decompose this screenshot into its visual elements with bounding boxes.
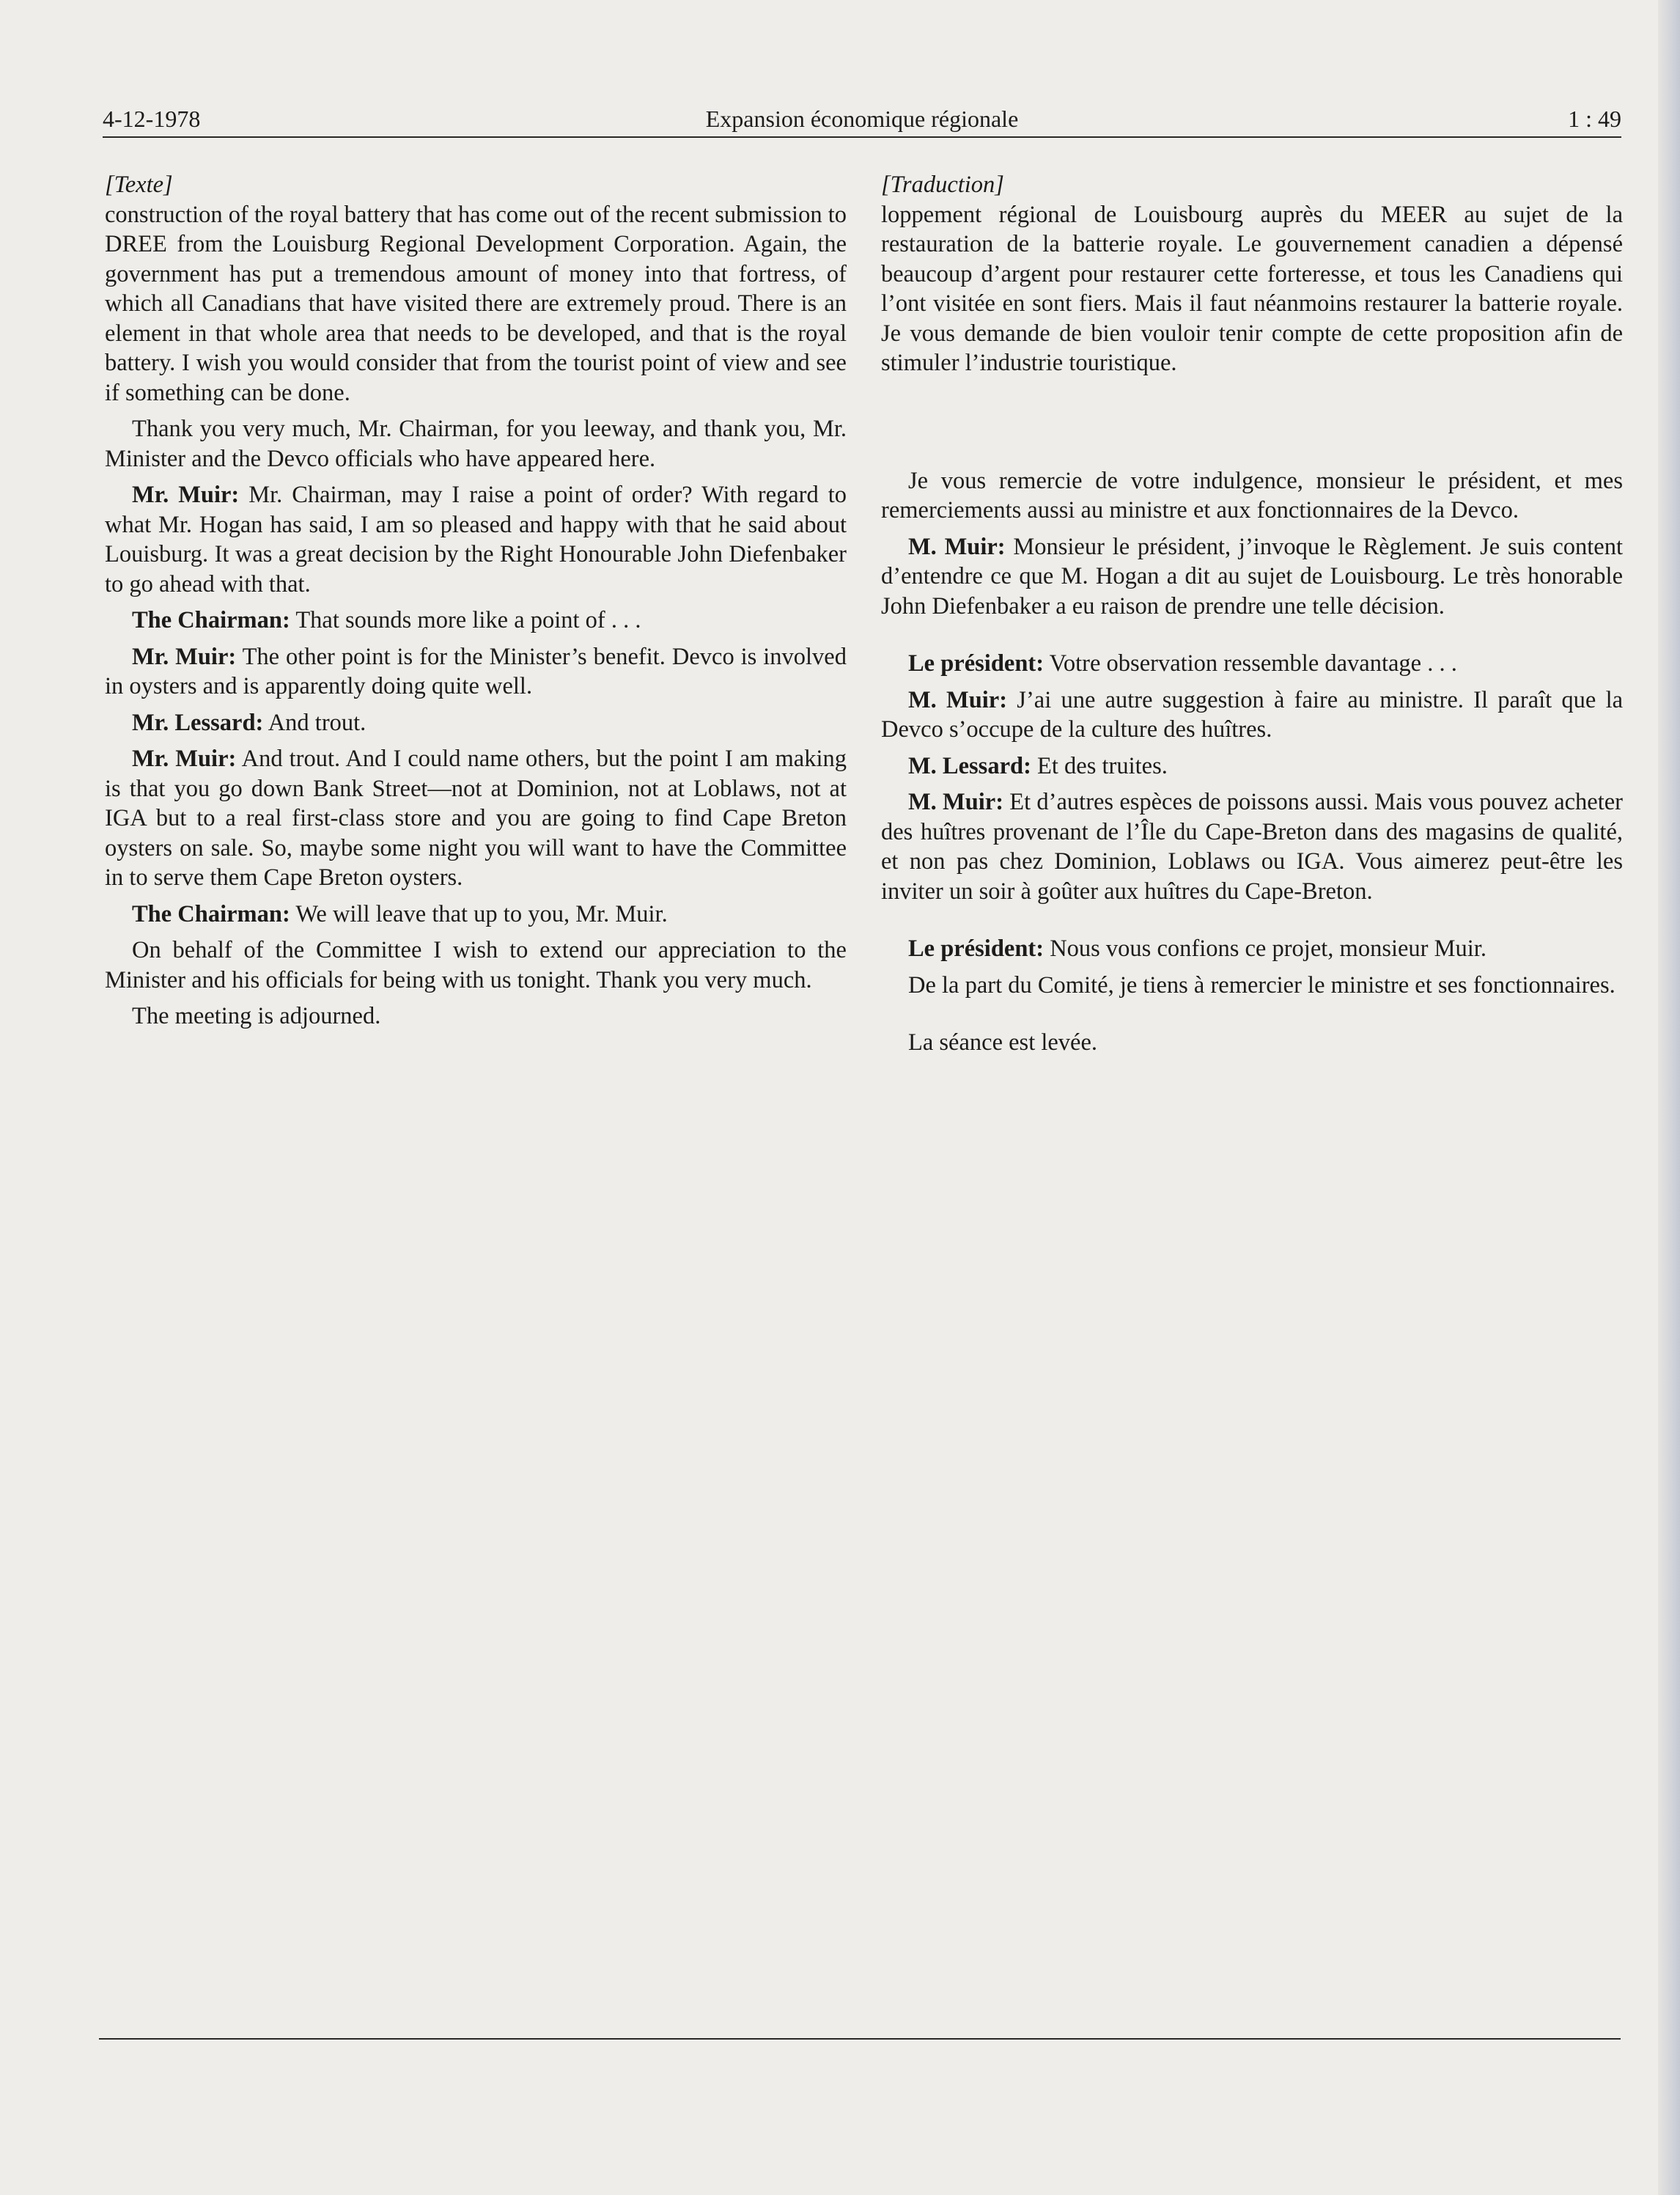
paragraph: De la part du Comité, je tiens à remercier le ministre et ses fonctionnaires. [908,971,1615,999]
paragraph: Je vous remercie de votre indulgence, monsieur le président, et mes remerciements aussi au ministre et aux fonctionnaires de la Devco. [881,467,1623,523]
column-label: [Texte] [105,172,173,198]
speaker-name: Mr. Muir: [132,482,240,508]
paragraph: Mr. Muir: Mr. Chairman, may I raise a point of order? With regard to what Mr. Hogan has said, I am so pleased and happy with that he said about Louisburg. It was a great decision by the Right Honourable John Diefenbaker to go ahead with that. [105,482,847,598]
header-title: Expansion économique régionale [705,106,1019,132]
paragraph: Mr. Muir: And trout. And I could name others, but the point I am making is that you go down Bank Street—not at Dominion, not at Loblaws, not at IGA but to a real first-class store and you are going to find Cape Breton oysters on sale. So, maybe some night you will want to have the Committee in to serve them Cape Breton oysters. [105,746,847,891]
speaker-name: M. Muir: [908,533,1006,560]
paragraph: The Chairman: We will leave that up to you, Mr. Muir. [132,900,668,927]
speaker-name: M. Muir: [908,789,1004,815]
page-header [103,101,1621,136]
paragraph: La séance est levée. [908,1029,1098,1056]
speaker-name: The Chairman: [132,607,290,633]
speaker-name: Le président: [908,935,1045,962]
paragraph: M. Muir: J’ai une autre suggestion à faire au ministre. Il paraît que la Devco s’occupe de la culture des huîtres. [881,686,1624,743]
french-column [881,170,1623,1058]
speaker-name: Mr. Lessard: [132,709,264,736]
speaker-name: Le président: [908,650,1045,677]
english-column [105,170,847,1032]
paragraph: M. Muir: Et d’autres espèces de poissons aussi. Mais vous pouvez acheter des huîtres provenant de l’Île du Cape-Breton dans des magasins de qualité, et non pas chez Dominion, Loblaws ou IGA. Vous aimerez peut-être les inviter un soir à goûter aux huîtres du Cape-Breton. [881,789,1624,905]
paragraph: Le président: Nous vous confions ce projet, monsieur Muir. [908,935,1486,962]
header-page-number: 1 : 49 [1568,106,1621,132]
speaker-name: The Chairman: [132,900,290,927]
speaker-name: Mr. Muir: [132,746,237,772]
paragraph: construction of the royal battery that has come out of the recent submission to DREE from the Louisburg Regional Development Corporation. Again, the government has put a tremendous amount of money into that fortress, of which all Canadians that have visited there are extremely proud. There is an element in that whole area that needs to be developed, and that is the royal battery. I wish you would consider that from the tourist point of view and see if something can be done. [105,201,847,406]
paragraph: M. Muir: Monsieur le président, j’invoque le Règlement. Je suis content d’entendre ce que M. Hogan a dit au sujet de Louisbourg. Le très honorable John Diefenbaker a eu raison de prendre une telle décision. [881,533,1623,619]
footer-rule [99,2038,1621,2040]
header-date: 4-12-1978 [103,106,201,132]
speaker-name: Mr. Muir: [132,643,237,670]
paragraph: loppement régional de Louisbourg auprès du MEER au sujet de la restauration de la batterie royale. Le gouvernement canadien a dépensé beaucoup d’argent pour restaurer cette forteresse, et tous les Canadiens qui l’ont visitée en sont fiers. Mais il faut néanmoins restaurer la batterie royale. Je vous demande de bien vouloir tenir compte de cette proposition afin de stimuler l’industrie touristique. [881,201,1623,376]
paragraph: Mr. Muir: The other point is for the Minister’s benefit. Devco is involved in oysters and is apparently doing quite well. [105,643,847,699]
column-label: [Traduction] [881,172,1004,198]
page-edge [1658,0,1680,2195]
paragraph: Thank you very much, Mr. Chairman, for you leeway, and thank you, Mr. Minister and the Devco officials who have appeared here. [105,416,847,472]
paragraph: Mr. Lessard: And trout. [132,709,366,736]
paragraph: The Chairman: That sounds more like a point of . . . [132,607,641,633]
header-rule [103,136,1621,138]
paragraph: The meeting is adjourned. [132,1003,381,1029]
speaker-name: M. Muir: [908,686,1008,713]
speaker-name: M. Lessard: [908,752,1031,779]
paragraph: Le président: Votre observation ressemble davantage . . . [908,650,1457,677]
paragraph: M. Lessard: Et des truites. [908,752,1168,779]
paragraph: On behalf of the Committee I wish to extend our appreciation to the Minister and his officials for being with us tonight. Thank you very much. [105,937,847,993]
